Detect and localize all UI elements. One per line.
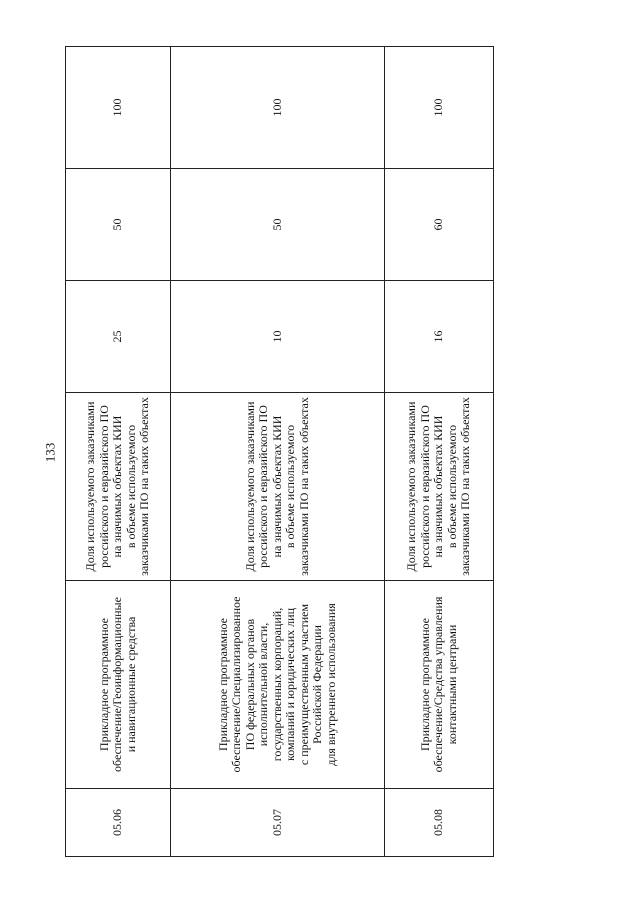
row-value-2: 50 bbox=[171, 169, 385, 281]
row-value-1: 10 bbox=[171, 281, 385, 393]
row-indicator: Доля используемого заказчиками российского и евразийского ПО на значимых объектах КИИ в объеме используемого заказчиками ПО на таких объектах bbox=[171, 393, 385, 581]
row-code: 05.08 bbox=[385, 789, 494, 857]
row-name: Прикладное программное обеспечение/Геоинформационные и навигационные средства bbox=[66, 581, 171, 789]
table-row bbox=[171, 47, 385, 857]
row-indicator: Доля используемого заказчиками российского и евразийского ПО на значимых объектах КИИ в объеме используемого заказчиками ПО на таких объектах bbox=[66, 393, 171, 581]
table-row bbox=[66, 47, 171, 857]
indicator-table bbox=[65, 46, 494, 857]
row-value-3: 100 bbox=[385, 47, 494, 169]
row-value-3: 100 bbox=[66, 47, 171, 169]
row-name: Прикладное программное обеспечение/Специализированное ПО федеральных органов исполнительной власти, государственных корпораций, компаний и юридических лиц с преимущественным участием Российской Федерации для внутреннего использования bbox=[171, 581, 385, 789]
row-name: Прикладное программное обеспечение/Средства управления контактными центрами bbox=[385, 581, 494, 789]
row-code: 05.06 bbox=[66, 789, 171, 857]
row-value-2: 50 bbox=[66, 169, 171, 281]
row-code: 05.07 bbox=[171, 789, 385, 857]
row-value-3: 100 bbox=[171, 47, 385, 169]
row-value-1: 16 bbox=[385, 281, 494, 393]
page-number: 133 bbox=[42, 442, 58, 463]
rotated-table-wrapper bbox=[65, 47, 493, 857]
row-value-2: 60 bbox=[385, 169, 494, 281]
row-value-1: 25 bbox=[66, 281, 171, 393]
table-row bbox=[385, 47, 494, 857]
row-indicator: Доля используемого заказчиками российского и евразийского ПО на значимых объектах КИИ в объеме используемого заказчиками ПО на таких объектах bbox=[385, 393, 494, 581]
